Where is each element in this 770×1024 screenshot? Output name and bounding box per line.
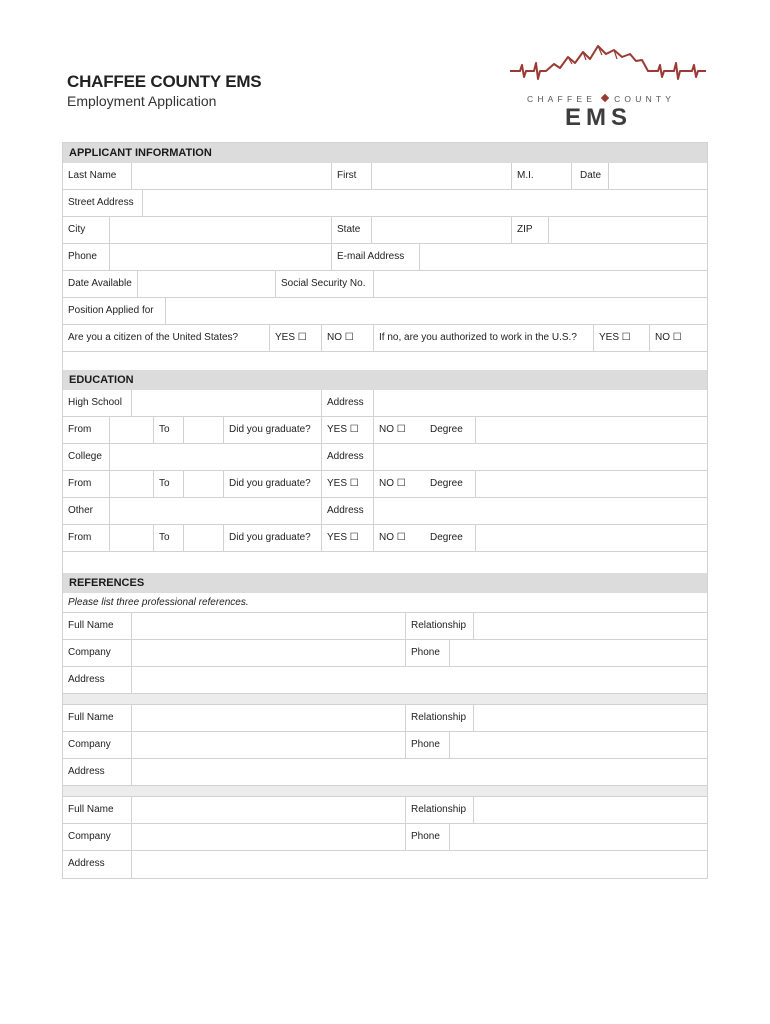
high-school-to-input[interactable]	[183, 417, 224, 443]
college-row	[63, 444, 707, 471]
company-label: Company	[68, 831, 111, 842]
high-school-address-input[interactable]	[373, 390, 709, 416]
other-grad-yes-checkbox[interactable]: YES ☐	[321, 525, 377, 551]
citizen-row	[63, 325, 707, 352]
other-address-label: Address	[321, 498, 379, 524]
first-name-input[interactable]	[371, 163, 512, 189]
address-label: Address	[68, 858, 105, 869]
phone-label: Phone	[405, 732, 455, 758]
section-heading: APPLICANT INFORMATION	[63, 143, 707, 163]
college-dates-row	[63, 471, 707, 498]
to-label: To	[153, 417, 189, 443]
other-input[interactable]	[109, 498, 322, 524]
other-from-input[interactable]	[109, 525, 154, 551]
reference-3-company-input[interactable]	[131, 824, 406, 850]
college-grad-yes-checkbox[interactable]: YES ☐	[321, 471, 377, 497]
last-name-label: Last Name	[68, 170, 117, 181]
email-input[interactable]	[419, 244, 709, 270]
citizen-question: Are you a citizen of the United States?	[68, 332, 239, 343]
reference-2-address-row	[63, 759, 707, 786]
first-name-label: First	[331, 163, 377, 189]
other-degree-input[interactable]	[475, 525, 709, 551]
graduate-question: Did you graduate?	[223, 525, 325, 551]
reference-1-name-row	[63, 613, 707, 640]
college-degree-input[interactable]	[475, 471, 709, 497]
college-address-input[interactable]	[373, 444, 709, 470]
date-label: Date	[580, 170, 602, 181]
date-available-input[interactable]	[137, 271, 276, 297]
college-to-input[interactable]	[183, 471, 224, 497]
phone-label: Phone	[405, 824, 455, 850]
section-spacer	[63, 552, 707, 574]
company-label: Company	[68, 739, 111, 750]
full-name-label: Full Name	[68, 620, 114, 631]
high-school-label: High School	[68, 397, 122, 408]
last-name-input[interactable]	[131, 163, 332, 189]
zip-input[interactable]	[548, 217, 709, 243]
reference-1-address-input[interactable]	[131, 667, 709, 693]
authorized-yes-checkbox[interactable]: YES ☐	[593, 325, 653, 351]
reference-3-company-row	[63, 824, 707, 851]
high-school-address-label: Address	[321, 390, 379, 416]
reference-3-relationship-input[interactable]	[473, 797, 709, 823]
date-input[interactable]	[608, 163, 709, 189]
high-school-grad-yes-checkbox[interactable]: YES ☐	[321, 417, 377, 443]
college-grad-no-checkbox[interactable]: NO ☐	[373, 471, 429, 497]
reference-1-address-row	[63, 667, 707, 694]
references-note-row	[63, 593, 707, 613]
logo-diamond-icon	[601, 94, 609, 102]
references-section	[62, 573, 708, 879]
high-school-from-input[interactable]	[109, 417, 154, 443]
phone-label: Phone	[405, 640, 455, 666]
citizen-no-checkbox[interactable]: NO ☐	[321, 325, 377, 351]
address-label: Address	[68, 674, 105, 685]
ssn-label: Social Security No.	[275, 271, 379, 297]
phone-label: Phone	[68, 251, 97, 262]
reference-2-relationship-input[interactable]	[473, 705, 709, 731]
full-name-label: Full Name	[68, 804, 114, 815]
reference-1-name-input[interactable]	[131, 613, 406, 639]
graduate-question: Did you graduate?	[223, 471, 325, 497]
logo-ems-text: EMS	[565, 104, 633, 131]
relationship-label: Relationship	[405, 705, 479, 731]
other-row	[63, 498, 707, 525]
to-label: To	[153, 471, 189, 497]
reference-3-phone-input[interactable]	[449, 824, 709, 850]
street-row	[63, 190, 707, 217]
full-name-label: Full Name	[68, 712, 114, 723]
references-note: Please list three professional references.	[68, 597, 249, 608]
reference-2-company-row	[63, 732, 707, 759]
city-input[interactable]	[109, 217, 332, 243]
other-address-input[interactable]	[373, 498, 709, 524]
relationship-label: Relationship	[405, 797, 479, 823]
reference-2-address-input[interactable]	[131, 759, 709, 785]
page-title: CHAFFEE COUNTY EMS	[67, 72, 262, 91]
college-label: College	[68, 451, 102, 462]
date-available-label: Date Available	[68, 278, 132, 289]
degree-label: Degree	[430, 478, 463, 489]
position-row	[63, 298, 707, 325]
citizen-yes-checkbox[interactable]: YES ☐	[269, 325, 325, 351]
high-school-grad-no-checkbox[interactable]: NO ☐	[373, 417, 429, 443]
reference-divider	[63, 786, 707, 797]
company-label: Company	[68, 647, 111, 658]
degree-label: Degree	[430, 532, 463, 543]
position-input[interactable]	[165, 298, 709, 324]
authorized-question: If no, are you authorized to work in the U.S.?	[373, 325, 597, 351]
other-dates-row	[63, 525, 707, 552]
graduate-question: Did you graduate?	[223, 417, 325, 443]
high-school-degree-input[interactable]	[475, 417, 709, 443]
page-subtitle: Employment Application	[67, 93, 217, 109]
zip-label: ZIP	[511, 217, 554, 243]
reference-2-name-input[interactable]	[131, 705, 406, 731]
reference-3-address-row	[63, 851, 707, 878]
to-label: To	[153, 525, 189, 551]
reference-2-name-row	[63, 705, 707, 732]
from-label: From	[68, 424, 92, 435]
degree-label: Degree	[430, 424, 463, 435]
position-label: Position Applied for	[68, 305, 154, 316]
reference-2-phone-input[interactable]	[449, 732, 709, 758]
high-school-input[interactable]	[131, 390, 322, 416]
phone-input[interactable]	[109, 244, 332, 270]
reference-3-name-input[interactable]	[131, 797, 406, 823]
street-input[interactable]	[142, 190, 709, 216]
reference-1-phone-input[interactable]	[449, 640, 709, 666]
city-row	[63, 217, 707, 244]
from-label: From	[68, 478, 92, 489]
reference-3-name-row	[63, 797, 707, 824]
relationship-label: Relationship	[405, 613, 479, 639]
applicant-section	[62, 142, 708, 371]
college-from-input[interactable]	[109, 471, 154, 497]
reference-3-address-input[interactable]	[131, 851, 709, 878]
reference-1-company-input[interactable]	[131, 640, 406, 666]
state-input[interactable]	[371, 217, 512, 243]
ssn-input[interactable]	[373, 271, 709, 297]
section-heading: EDUCATION	[63, 370, 707, 390]
other-label: Other	[68, 505, 94, 516]
from-label: From	[68, 532, 92, 543]
reference-divider	[63, 694, 707, 705]
other-grad-no-checkbox[interactable]: NO ☐	[373, 525, 429, 551]
availability-row	[63, 271, 707, 298]
name-row	[63, 163, 707, 190]
college-input[interactable]	[109, 444, 322, 470]
phone-row	[63, 244, 707, 271]
reference-1-company-row	[63, 640, 707, 667]
college-address-label: Address	[321, 444, 379, 470]
reference-2-company-input[interactable]	[131, 732, 406, 758]
section-heading: REFERENCES	[63, 573, 707, 593]
mi-label: M.I.	[511, 163, 577, 189]
high-school-dates-row	[63, 417, 707, 444]
section-spacer	[63, 352, 707, 370]
email-label: E-mail Address	[331, 244, 425, 270]
reference-1-relationship-input[interactable]	[473, 613, 709, 639]
city-label: City	[68, 224, 86, 235]
authorized-no-checkbox[interactable]: NO ☐	[649, 325, 714, 351]
state-label: State	[331, 217, 377, 243]
other-to-input[interactable]	[183, 525, 224, 551]
street-label: Street Address	[68, 197, 134, 208]
education-section	[62, 370, 708, 575]
high-school-row	[63, 390, 707, 417]
address-label: Address	[68, 766, 105, 777]
logo-county-text: CHAFFEE COUNTY	[527, 94, 676, 104]
